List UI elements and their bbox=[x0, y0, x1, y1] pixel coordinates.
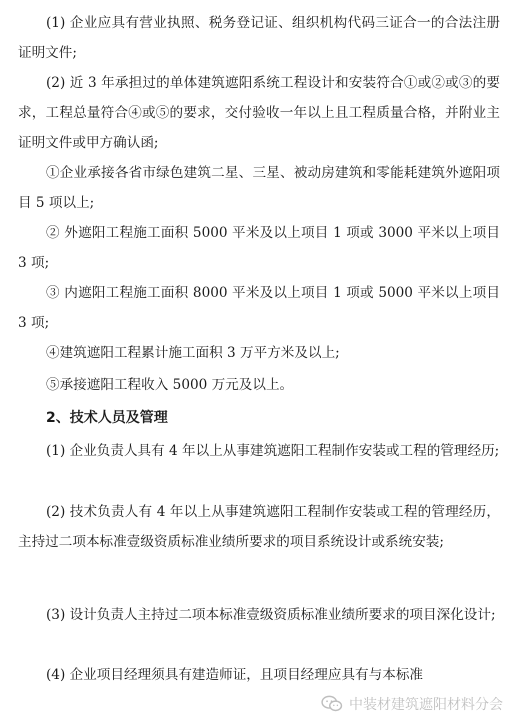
paragraph-3: ①企业承接各省市绿色建筑二星、三星、被动房建筑和零能耗建筑外遮阳项目 5 项以上; bbox=[18, 165, 500, 211]
paragraph-5: ③ 内遮阳工程施工面积 8000 平米及以上项目 1 项或 5000 平米以上项目 3 项; bbox=[18, 285, 500, 331]
paragraph-2: (2) 近 3 年承担过的单体建筑遮阳系统工程设计和安装符合①或②或③的要求，工程总量符合④或⑤的要求，交付验收一年以上且工程质量合格，并附业主证明文件或甲方确认函; bbox=[18, 75, 500, 151]
paragraph-8: (1) 企业负责人具有 4 年以上从事建筑遮阳工程制作安装或工程的管理经历; bbox=[46, 443, 500, 459]
paragraph-9: (2) 技术负责人有 4 年以上从事建筑遮阳工程制作安装或工程的管理经历，主持过二项本标准壹级资质标准业绩所要求的项目系统设计或系统安装; bbox=[18, 504, 500, 550]
wechat-icon bbox=[321, 695, 343, 713]
paragraph-10: (3) 设计负责人主持过二项本标准壹级资质标准业绩所要求的项目深化设计; bbox=[46, 607, 496, 623]
paragraph-7: ⑤承接遮阳工程收入 5000 万元及以上。 bbox=[46, 377, 294, 393]
watermark-text: 中装材建筑遮阳材料分会 bbox=[349, 697, 503, 713]
paragraph-6: ④建筑遮阳工程累计施工面积 3 万平方米及以上; bbox=[46, 345, 340, 361]
paragraph-4: ② 外遮阳工程施工面积 5000 平米及以上项目 1 项或 3000 平米以上项目 3 项; bbox=[18, 225, 500, 271]
section-heading: 2、技术人员及管理 bbox=[46, 410, 168, 426]
watermark bbox=[321, 694, 503, 714]
paragraph-1: (1) 企业应具有营业执照、税务登记证、组织机构代码三证合一的合法注册证明文件; bbox=[18, 15, 500, 61]
paragraph-11: (4) 企业项目经理须具有建造师证，且项目经理应具有与本标准 bbox=[46, 667, 424, 683]
